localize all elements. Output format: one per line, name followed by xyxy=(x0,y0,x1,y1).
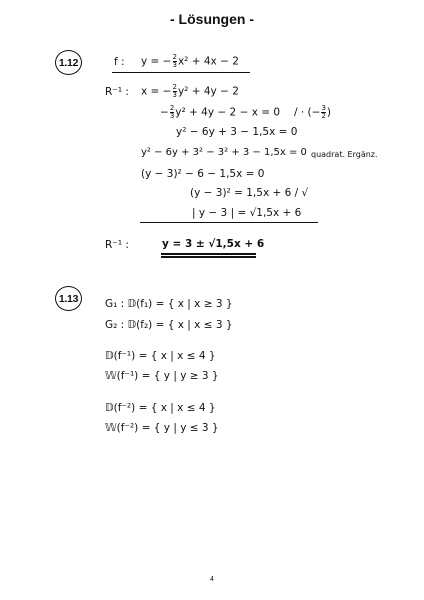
inverse-relation-label: R⁻¹ : xyxy=(105,86,129,98)
divider-line xyxy=(140,222,318,223)
inverse-result: y = 3 ± √1,5x + 6 xyxy=(162,238,265,250)
page-number: 4 xyxy=(210,576,214,583)
underline-function xyxy=(112,72,250,73)
equation-step-2: − $\frac{2}{3}$ y² + 4y − 2 − x = 0 xyxy=(160,104,281,120)
domain-inverse-1: 𝔻(f⁻¹) = { x | x ≤ 4 } xyxy=(105,350,216,362)
page-title: - Lösungen - xyxy=(170,11,254,27)
result-underline-1 xyxy=(161,253,256,255)
domain-inverse-2: 𝔻(f⁻²) = { x | x ≤ 4 } xyxy=(105,402,216,414)
exercise-badge-1-13: 1.13 xyxy=(55,286,82,311)
equation-step-5: (y − 3)² − 6 − 1,5x = 0 xyxy=(141,168,265,180)
domain-g1: G₁ : 𝔻(f₁) = { x | x ≥ 3 } xyxy=(105,298,233,310)
function-label: f : xyxy=(114,56,125,68)
equation-step-1: x = − $\frac{2}{3}$ y² + 4y − 2 xyxy=(141,83,239,99)
range-inverse-2: 𝕎(f⁻²) = { y | y ≤ 3 } xyxy=(105,422,219,434)
result-underline-2 xyxy=(161,256,256,258)
domain-g2: G₂ : 𝔻(f₂) = { x | x ≤ 3 } xyxy=(105,319,233,331)
exercise-badge-1-12: 1.12 xyxy=(55,50,82,75)
step-2-operation-note: / · (− $\frac{3}{2}$ ) xyxy=(294,104,332,120)
completing-square-note: quadrat. Ergänz. xyxy=(311,150,378,159)
equation-step-3: y² − 6y + 3 − 1,5x = 0 xyxy=(176,126,298,138)
equation-step-4: y² − 6y + 3² − 3² + 3 − 1,5x = 0 xyxy=(141,147,307,158)
equation-step-6: (y − 3)² = 1,5x + 6 / √ xyxy=(190,187,309,199)
equation-step-7: | y − 3 | = √1,5x + 6 xyxy=(192,207,302,219)
result-label: R⁻¹ : xyxy=(105,239,129,251)
function-definition: y = − $\frac{2}{3}$ x² + 4x − 2 xyxy=(141,53,239,69)
range-inverse-1: 𝕎(f⁻¹) = { y | y ≥ 3 } xyxy=(105,370,219,382)
